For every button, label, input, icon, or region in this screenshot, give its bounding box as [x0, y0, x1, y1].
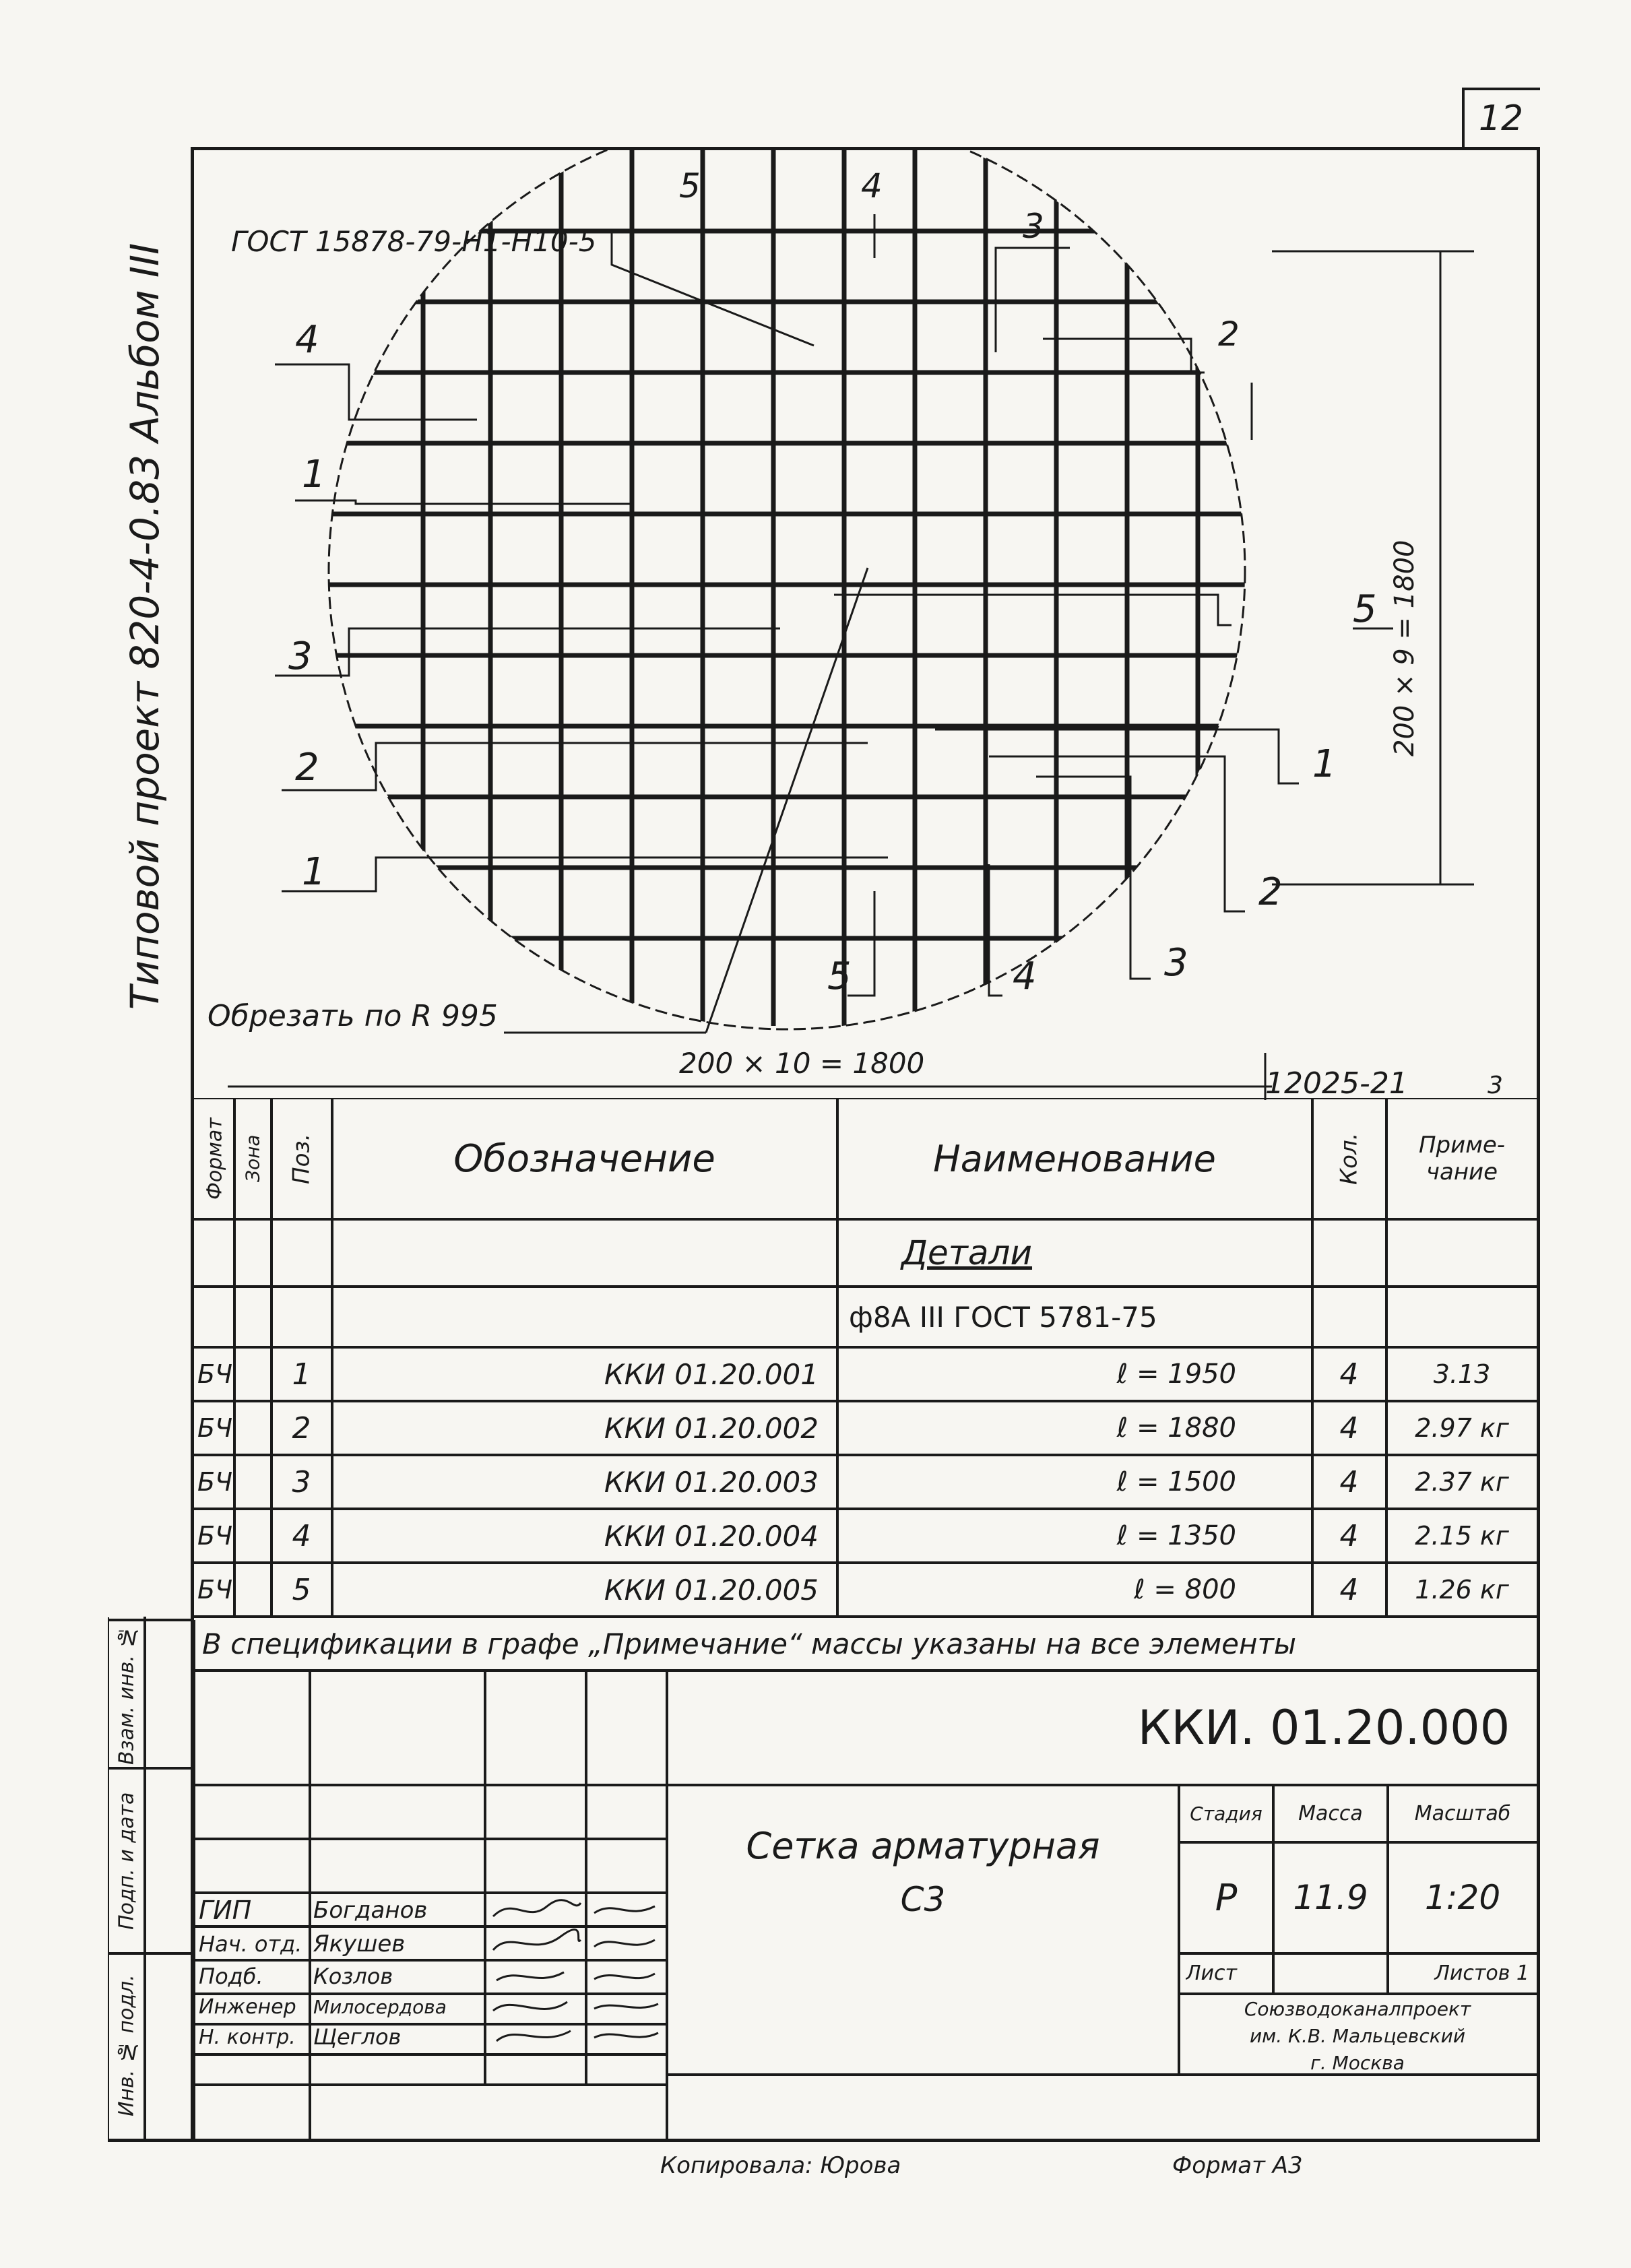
row-pos: 5 [292, 1572, 311, 1607]
row-designation: ККИ 01.20.002 [604, 1411, 819, 1445]
project-side-label: Типовой проект 820-4-0.83 Альбом III [122, 242, 168, 1010]
header-name: Наименование [933, 1137, 1216, 1180]
header-format: Формат [203, 1117, 227, 1200]
small-stamp: 12025-21 [1265, 1066, 1408, 1100]
signer-name: Богданов [313, 1896, 428, 1924]
callout-right-1: 5 [1353, 587, 1377, 631]
row-format: БЧ [197, 1575, 233, 1605]
spec-footnote: В спецификации в графе „Примечание“ массы указаны на все элементы [202, 1627, 1297, 1660]
row-qty: 4 [1339, 1572, 1359, 1607]
row-pos: 2 [292, 1411, 311, 1446]
row-designation: ККИ 01.20.003 [604, 1465, 819, 1499]
stamp-right: 3 [1488, 1072, 1503, 1099]
row-name: ℓ = 1880 [1116, 1413, 1236, 1444]
row-name: ℓ = 800 [1134, 1574, 1236, 1605]
signer-role: Подб. [199, 1964, 263, 1989]
row-format: БЧ [197, 1413, 233, 1443]
row-qty: 4 [1339, 1464, 1359, 1499]
sheet-label: Лист [1186, 1962, 1238, 1985]
title-line2: С3 [900, 1880, 946, 1919]
signer-name: Якушев [313, 1930, 406, 1957]
signer-name: Милосердова [313, 1995, 447, 2018]
signer-role: Инженер [199, 1995, 296, 2019]
row-note: 2.15 кг [1415, 1521, 1509, 1551]
scale-value: 1:20 [1424, 1878, 1501, 1917]
row-pos: 3 [292, 1464, 311, 1499]
signer-name: Щеглов [313, 2024, 402, 2050]
scale-label: Масштаб [1414, 1801, 1511, 1825]
header-qty: Кол. [1335, 1132, 1363, 1185]
row-qty: 4 [1339, 1411, 1359, 1446]
rebar-mesh-drawing [194, 150, 1537, 1100]
callout-top-1: 5 [679, 166, 701, 205]
row-designation: ККИ 01.20.005 [604, 1573, 819, 1607]
sheets-label: Листов 1 [1434, 1962, 1529, 1985]
header-designation: Обозначение [453, 1136, 715, 1181]
format-label: Формат А3 [1172, 2152, 1303, 2179]
signer-role: ГИП [199, 1895, 252, 1925]
row-format: БЧ [197, 1521, 233, 1551]
callout-bottom-1: 5 [827, 954, 852, 998]
callout-right-2: 1 [1312, 742, 1337, 786]
callout-top-4: 2 [1218, 315, 1240, 354]
callout-left-1: 4 [295, 318, 319, 362]
dim-horizontal-label: 200 × 10 = 1800 [679, 1047, 925, 1080]
callout-left-3: 3 [288, 635, 313, 678]
row-note: 2.97 кг [1415, 1413, 1509, 1443]
signer-role: Н. контр. [199, 2025, 296, 2049]
callout-left-5: 1 [302, 850, 326, 894]
row-note: 3.13 [1433, 1359, 1491, 1389]
header-zone: Зона [241, 1134, 264, 1183]
callout-left-4: 2 [295, 746, 319, 789]
org-line1: Союзводоканалпроект [1244, 1997, 1471, 2020]
callout-left-2: 1 [302, 453, 326, 496]
cut-circle [329, 150, 1245, 1029]
org-line3: г. Москва [1310, 2051, 1405, 2074]
row-qty: 4 [1339, 1518, 1359, 1553]
row-note: 1.26 кг [1415, 1575, 1509, 1605]
callout-right-3: 2 [1258, 870, 1283, 914]
header-note: Приме-чание [1418, 1132, 1506, 1186]
callout-right-4: 3 [1164, 941, 1188, 985]
mass-value: 11.9 [1293, 1878, 1368, 1917]
row-name: ℓ = 1950 [1116, 1359, 1236, 1390]
row-pos: 4 [292, 1518, 311, 1553]
strip-inv-orig: Инв. № подл. [115, 1974, 139, 2117]
row-designation: ККИ 01.20.004 [604, 1519, 819, 1553]
gost-note: ГОСТ 15878-79-Н1-Н10-5 [231, 225, 597, 258]
row-name: ℓ = 1500 [1116, 1466, 1236, 1497]
mass-label: Масса [1298, 1801, 1363, 1825]
org-line2: им. К.В. Мальцевский [1249, 2024, 1466, 2047]
section-details: Детали [901, 1233, 1033, 1272]
sheet-number: 12 [1478, 98, 1524, 139]
stage-value: Р [1215, 1876, 1238, 1919]
row-pos: 1 [292, 1357, 311, 1392]
signer-name: Козлов [313, 1964, 393, 1989]
material-line: ф8А III ГОСТ 5781-75 [849, 1300, 1157, 1334]
callout-top-2: 4 [861, 166, 883, 205]
drawing-code: ККИ. 01.20.000 [1137, 1700, 1510, 1755]
strip-inv-subst: Взам. инв. № [115, 1625, 139, 1765]
row-qty: 4 [1339, 1357, 1359, 1392]
strip-sign-date: Подп. и дата [115, 1792, 139, 1931]
dim-vertical-label: 200 × 9 = 1800 [1389, 540, 1420, 756]
callout-top-3: 3 [1023, 207, 1044, 246]
cut-note: Обрезать по R 995 [207, 999, 498, 1033]
row-name: ℓ = 1350 [1116, 1520, 1236, 1551]
stage-label: Стадия [1190, 1802, 1262, 1825]
row-designation: ККИ 01.20.001 [604, 1357, 819, 1391]
callout-bottom-2: 4 [1013, 954, 1037, 998]
row-format: БЧ [197, 1467, 233, 1497]
row-note: 2.37 кг [1415, 1467, 1509, 1497]
row-format: БЧ [197, 1359, 233, 1389]
title-line1: Сетка арматурная [746, 1824, 1100, 1867]
copied-by: Копировала: Юрова [660, 2152, 901, 2179]
header-pos: Поз. [288, 1133, 315, 1184]
signer-role: Нач. отд. [199, 1931, 302, 1957]
signature-scribbles [486, 1893, 668, 2054]
